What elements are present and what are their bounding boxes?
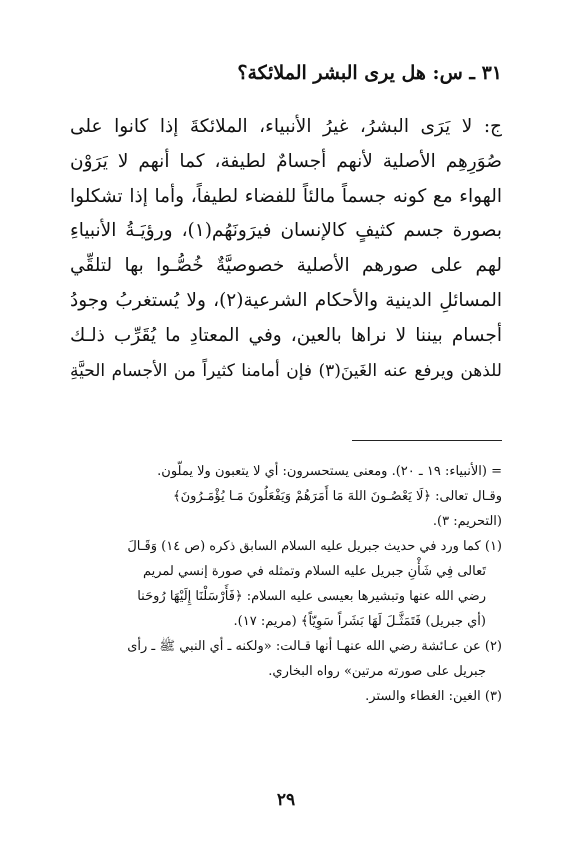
body-line: بصورة جسم كثيفٍ كالإنسان فيرَونَهُم(١)، ورؤيَـةُ الأنبياءِ [70,220,502,242]
body-line: المسائلِ الدينية والأحكام الشرعية(٢)، ولا يُستغربُ وجودُ [70,289,503,311]
footnote-line: رضي الله عنها وتبشيرها بعيسى عليه السلام: ﴿فَأَرْسَلْنَا إِلَيْهَا رُوحَنا [137,589,486,604]
footnote-line: = (الأنبياء: ١٩ ـ ٢٠). ومعنى يستحسرون: أي لا يتعبون ولا يملّون. [157,464,502,479]
footnote-line: (التحريم: ٣). [432,514,502,529]
body-line: أجسام بيننا لا نراها بالعين، وفي المعتادِ ما يُقَرِّب ذلـك [70,324,502,346]
page-number: ٢٩ [276,790,296,810]
answer-body [70,110,502,388]
footnote-line: (أي جبريل) فَتَمَثَّـلَ لَهَا بَشَراً سَوِيّاً﴾ (مريم: ١٧). [233,614,486,629]
footnote-line: (٢) عن عـائشة رضي الله عنهـا أنها قـالت: «ولكنه ـ أي النبي ﷺ ـ رأى [127,639,502,654]
footnotes [70,459,502,709]
footnote-line: جبريل على صورته مرتين» رواه البخاري. [268,664,486,679]
footnote-divider [352,440,502,441]
body-line: ج: لا يَرَى البشرُ، غيرُ الأنبياء، الملائكةَ إذا كانوا على [70,116,502,137]
question-heading: ٣١ ـ س: هل يرى البشر الملائكة؟ [237,62,502,84]
footnote-line: (٣) الغين: الغطاء والستر. [365,689,502,704]
body-line: لهم على صورهم الأصلية خصوصيَّةٌ خُصُّـوا بها لتلقِّي [70,255,502,277]
body-line: الهواء مع كونه جسماً مالئاً للفضاء لطيفاً، وأما إذا تشكلوا [70,185,502,207]
body-line: صُوَرِهِم الأصلية لأنهم أجسامٌ لطيفة، كما أنهم لا يَرَوْن [70,150,502,172]
footnote-line: (١) كما ورد في حديث جبريل عليه السلام السابق ذكره (ص ١٤) وَقَـالَ [127,539,502,554]
footnote-line: وقـال تعالى: ﴿لَا يَعْصُـونَ اللهَ مَا أَمَرَهُمْ وَيَفْعَلُونَ مَـا يُؤْمَـرُونَ﴾ [173,489,502,504]
body-line: للذهن ويرفع عنه الغَينَ(٣) فإن أمامنا كثيراً من الأجسام الحيَّةِ [70,360,502,381]
footnote-line: تَعالى فِي شَأْنِ جبريل عليه السلام وتمثله في صورة إنسي لمريم [142,564,486,579]
